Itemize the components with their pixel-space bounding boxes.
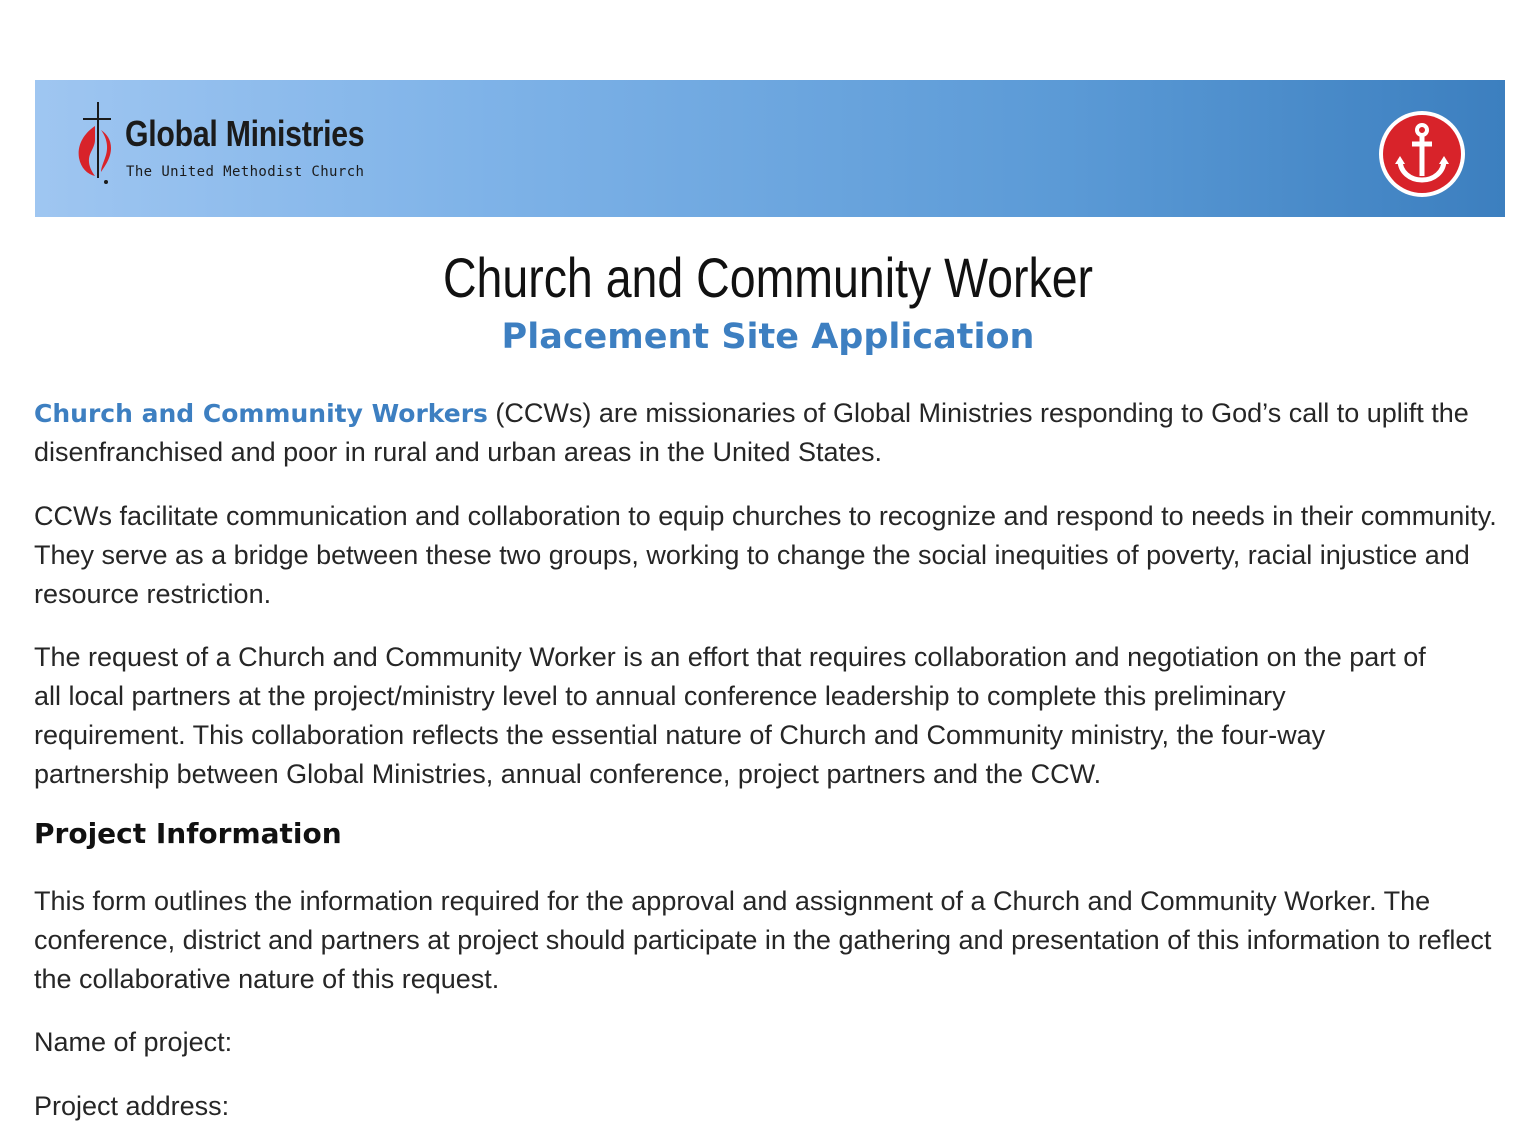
intro-paragraph-2: CCWs facilitate communication and collaboration to equip churches to recognize and respond to needs in their community. They serve as a bridge between these two groups, working to change the social inequities of poverty, racial injustice and resource restriction. [34,501,1497,609]
intro-paragraph-1 [34,394,1514,472]
header-banner [35,80,1505,217]
project-address-field-label: Project address: [34,1091,230,1121]
section-heading-project-information: Project Information [34,817,342,850]
intro-paragraph-1-text: (CCWs) are missionaries of Global Ministries responding to God’s call to uplift the disenfranchised and poor in rural and urban areas in the United States. [34,398,1469,467]
anchor-badge-icon [1378,110,1466,198]
ccw-lead-text: Church and Community Workers [34,399,488,428]
intro-paragraph-3: The request of a Church and Community Worker is an effort that requires collaboration and negotiation on the part of all local partners at the project/ministry level to annual conference leadership to complete this preliminary requirement. This collaboration reflects the essential nature of Church and Community ministry, the four-way partnership between Global Ministries, annual conference, project partners and the CCW. [34,642,1426,789]
project-name-field-label: Name of project: [34,1027,233,1057]
logo-title: Global Ministries [125,113,365,154]
page-subtitle: Placement Site Application [501,317,1035,357]
project-information-description: This form outlines the information required for the approval and assignment of a Church and Community Worker. The conference, district and partners at project should participate in the gathering and presentation of this information to reflect the collaborative nature of this request. [34,886,1492,994]
page-title: Church and Community Worker [442,246,1094,309]
cross-and-flame-icon [73,96,113,188]
logo-subtitle: The United Methodist Church [126,164,365,180]
